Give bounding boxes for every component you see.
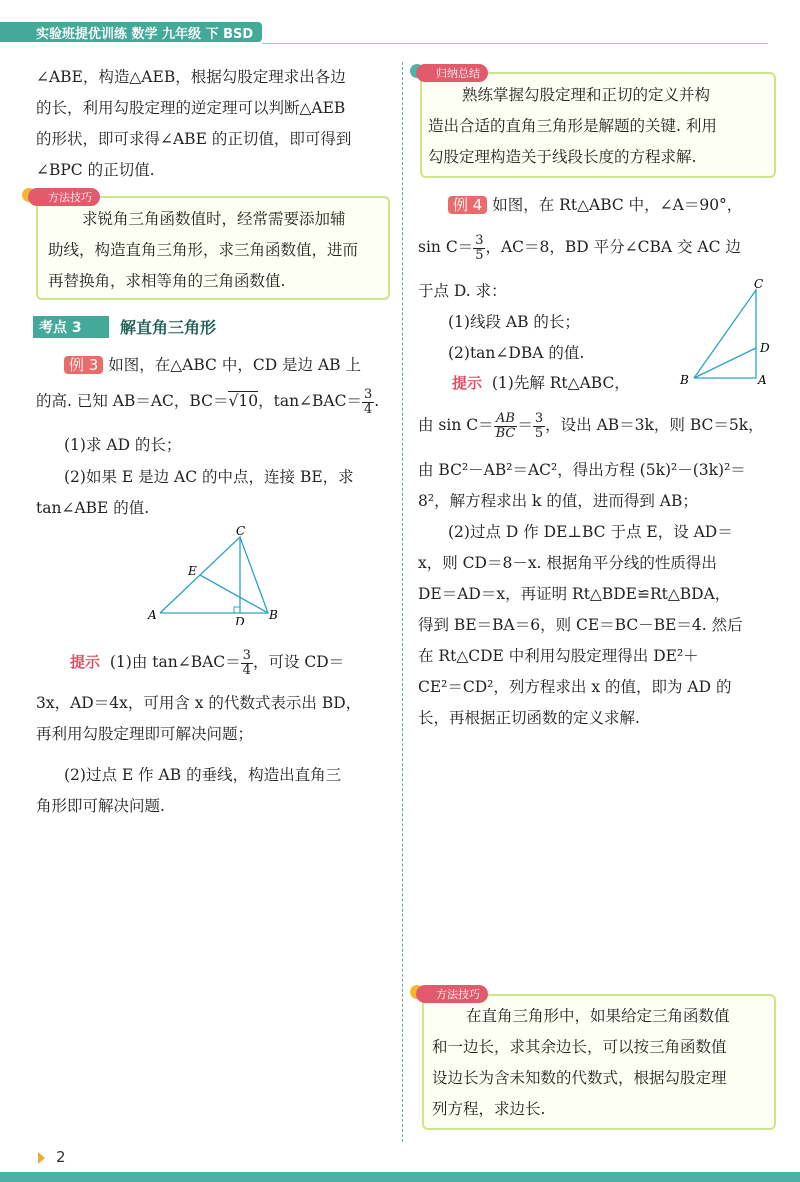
- label-c: C: [236, 525, 246, 538]
- figure-triangle-abc: [140, 525, 290, 625]
- fraction-3-4b: $\frac{3}{4}$: [242, 647, 251, 678]
- triangle-lines: [694, 290, 756, 378]
- tips2-line1: 在直角三角形中，如果给定三角函数值: [466, 1007, 730, 1025]
- label-d: D: [235, 615, 245, 625]
- hint4-line6: x，则 CD＝8－x. 根据角平分线的性质得出: [418, 554, 717, 572]
- method-tips-tag-2: 方法技巧: [416, 985, 488, 1003]
- label-a: A: [758, 373, 767, 387]
- hint3-line4: (2)过点 E 作 AB 的垂线，构造出直角三: [64, 766, 342, 784]
- hint4-line9: 在 Rt△CDE 中利用勾股定理得出 DE²＋: [418, 647, 699, 665]
- ex3-q2b: tan∠ABE 的值.: [36, 499, 150, 517]
- hint4-line5: (2)过点 D 作 DE⊥BC 于点 E，设 AD＝: [448, 523, 733, 541]
- header-title: 实验班提优训练 数学 九年级 下 BSD: [36, 27, 254, 42]
- section-label: [33, 316, 109, 338]
- page-number: 2: [56, 1148, 66, 1166]
- label-c: C: [754, 277, 764, 291]
- example-4-tag: 例 4: [448, 196, 487, 214]
- para1-line3: 的形状，即可求得∠ABE 的正切值，即可得到: [36, 130, 352, 148]
- ex3-text2a: 的高. 已知 AB＝AC，BC＝: [36, 392, 229, 410]
- sqrt-value: 10: [238, 392, 259, 410]
- column-divider: [402, 62, 403, 1142]
- bisector-bd: [694, 348, 756, 378]
- label-e: E: [188, 564, 197, 578]
- ex4-q2: (2)tan∠DBA 的值.: [448, 344, 585, 362]
- hint-tag-4: 提示: [452, 374, 483, 392]
- page-marker-icon: [38, 1152, 45, 1164]
- hint4-line7: DE＝AD＝x，再证明 Rt△BDE≌Rt△BDA，: [418, 585, 731, 603]
- hint4-line1: 提示 (1)先解 Rt△ABC，: [452, 374, 630, 392]
- section-title: 解直角三角形: [120, 318, 217, 337]
- hint3-line5: 角形即可解决问题.: [36, 797, 165, 815]
- sqrt-10: √10: [228, 392, 259, 410]
- hint4-line4: 8²，解方程求出 k 的值，进而得到 AB；: [418, 492, 698, 510]
- footer-bar: [0, 1172, 800, 1182]
- ex4-line1: 例 4 如图，在 Rt△ABC 中，∠A＝90°，: [448, 190, 742, 221]
- tips2-line3: 设边长为含未知数的代数式，根据勾股定理: [432, 1069, 727, 1087]
- summary-line3: 勾股定理构造关于线段长度的方程求解.: [428, 148, 697, 166]
- example-3-tag: 例 3: [64, 356, 103, 374]
- tips2-line4: 列方程，求边长.: [432, 1100, 546, 1118]
- fraction-ab-bc: $\frac{AB}{BC}$: [495, 410, 516, 441]
- ex4-line3: 于点 D. 求：: [418, 282, 507, 300]
- label-d: D: [760, 341, 770, 355]
- tips1-line3: 再替换角，求相等角的三角函数值.: [48, 272, 286, 290]
- ex3-line1: [64, 350, 361, 381]
- method-tips-tag: 方法技巧: [28, 188, 100, 206]
- hint4-line10: CE²＝CD²，列方程求出 x 的值，即为 AD 的: [418, 678, 732, 696]
- para1-line1: ∠ABE，构造△AEB，根据勾股定理求出各边: [36, 68, 346, 86]
- fraction-3-5b: $\frac{3}{5}$: [534, 410, 544, 441]
- ex4-q1: (1)线段 AB 的长；: [448, 313, 580, 331]
- ex4-line2: sin C＝ $\frac{3}{5}$ ，AC＝8，BD 平分∠CBA 交 AC 边: [418, 232, 741, 263]
- hint-tag-3: 提示: [70, 653, 101, 671]
- header-rule: [262, 43, 768, 44]
- label-b: B: [680, 373, 689, 387]
- ex3-q1: (1)求 AD 的长；: [64, 436, 182, 454]
- hint4-line2: 由 sin C＝ $\frac{AB}{BC}$ ＝ $\frac{3}{5}$ ，设出 AB＝3k，则 BC＝5k，: [418, 410, 764, 441]
- hint3-line2: 3x，AD＝4x，可用含 x 的代数式表示出 BD，: [36, 694, 362, 712]
- label-b: B: [269, 608, 278, 622]
- hint3-line1: 提示 (1)由 tan∠BAC＝ $\frac{3}{4}$ ，可设 CD＝: [70, 647, 345, 678]
- fraction-3-5: $\frac{3}{5}$: [475, 232, 484, 263]
- summary-line2: 造出合适的直角三角形是解题的关键. 利用: [428, 117, 717, 135]
- right-angle-mark: [234, 607, 240, 613]
- hint4-line3: 由 BC²－AB²＝AC²，得出方程 (5k)²－(3k)²＝: [418, 461, 746, 479]
- summary-line1: 熟练掌握勾股定理和正切的定义并构: [462, 86, 711, 104]
- para1-line2: 的长，利用勾股定理的逆定理可以判断△AEB: [36, 99, 346, 117]
- hint4-line8: 得到 BE＝BA＝6，则 CE＝BC－BE＝4. 然后: [418, 616, 743, 634]
- para1-line4: ∠BPC 的正切值.: [36, 161, 155, 179]
- ex3-line2: 的高. 已知 AB＝AC，BC＝√10，tan∠BAC＝ $\frac{3}{4}$ .: [36, 386, 380, 417]
- summary-tag: 归纳总结: [416, 64, 488, 82]
- tips2-line2: 和一边长，求其余边长，可以按三角函数值: [432, 1038, 727, 1056]
- section-number: 考点 3: [39, 320, 82, 336]
- tips1-line1: 求锐角三角函数值时，经常需要添加辅: [82, 210, 346, 228]
- hint4-line11: 长，再根据正切函数的定义求解.: [418, 709, 640, 727]
- figure-right-triangle: [676, 276, 776, 394]
- tips1-line2: 助线，构造直角三角形，求三角函数值，进而: [48, 241, 359, 259]
- ex3-q2: (2)如果 E 是边 AC 的中点，连接 BE，求: [64, 468, 354, 486]
- fraction-3-4: $\frac{3}{4}$: [363, 386, 373, 417]
- ex3-text1: 如图，在△ABC 中，CD 是边 AB 上: [108, 356, 361, 374]
- label-a: A: [148, 608, 157, 622]
- hint3-line3: 再利用勾股定理即可解决问题；: [36, 725, 254, 743]
- ex3-text2b: ，tan∠BAC＝: [258, 392, 362, 410]
- triangle-abc-lines: [160, 537, 268, 613]
